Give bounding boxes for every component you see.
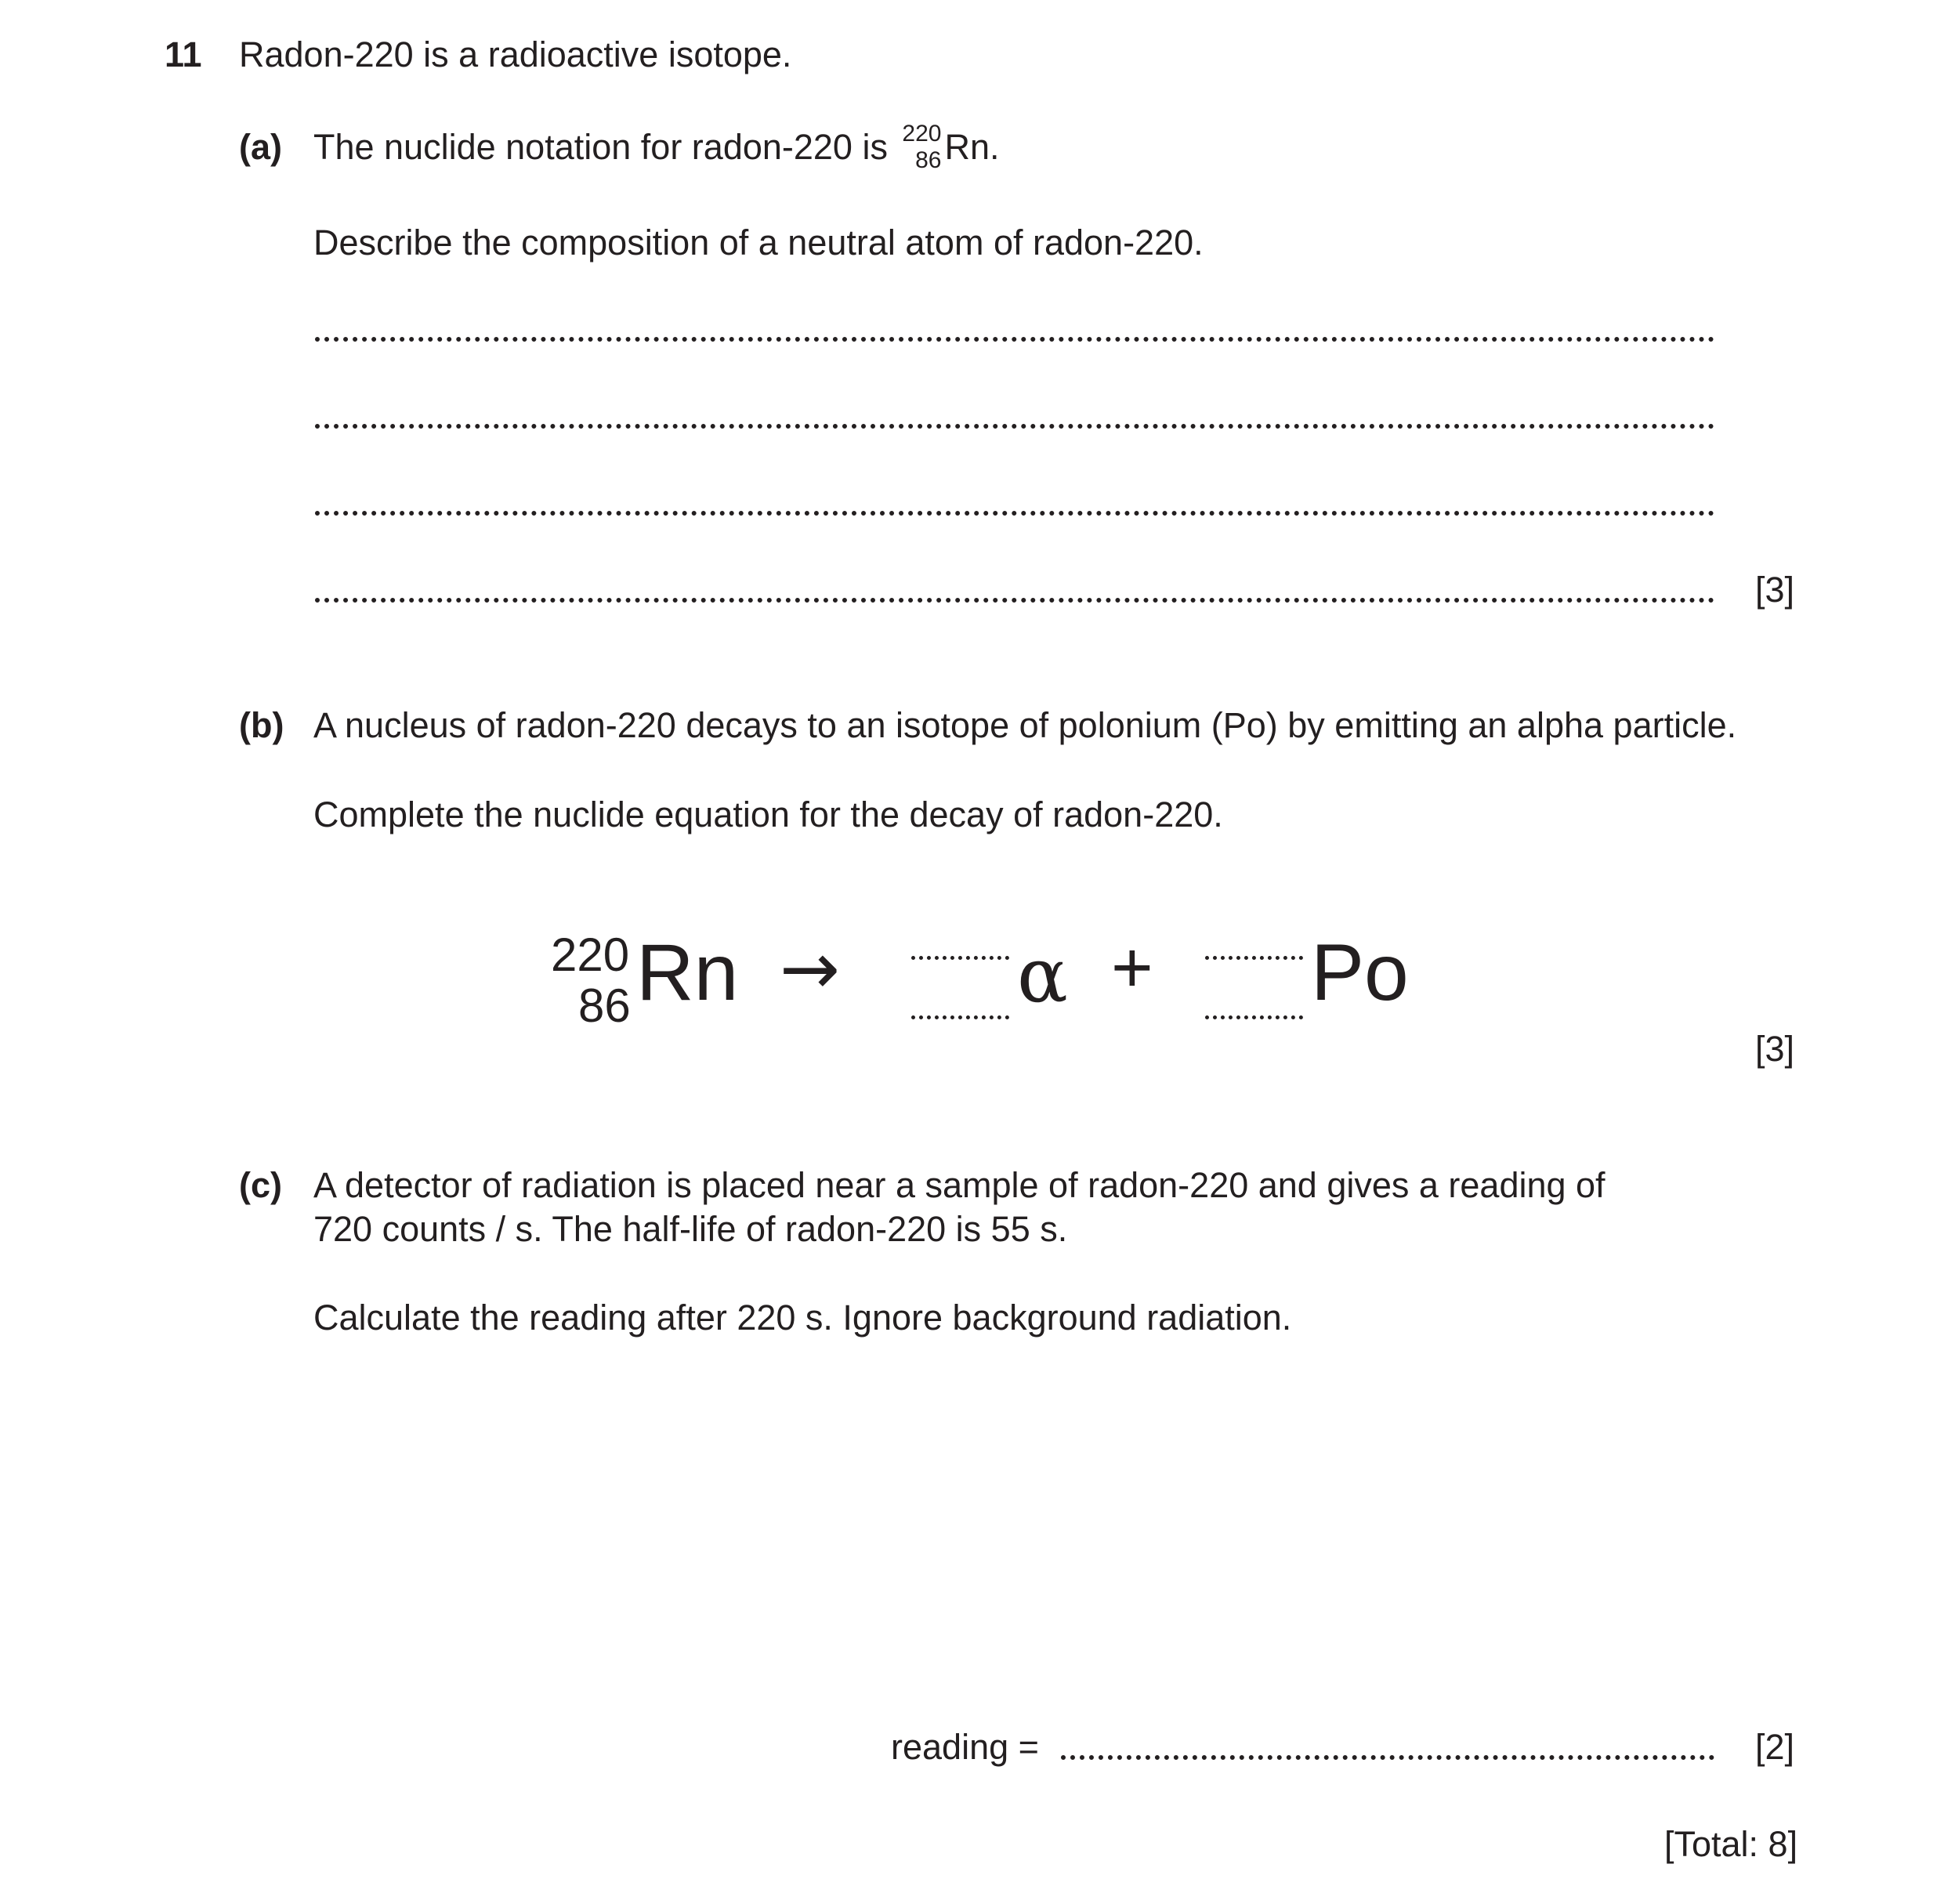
part-b-statement: A nucleus of radon-220 decays to an isotope of polonium (Po) by emitting an alpha particle. [313,705,1737,745]
part-c-line1: A detector of radiation is placed near a sample of radon-220 and gives a reading of [313,1165,1606,1205]
part-a-statement [313,121,1000,173]
part-b-marks: [3] [1755,1029,1795,1069]
part-c-label: (c) [239,1165,282,1205]
nuclide-atomic-number: 86 [915,147,942,173]
part-a-text: The nuclide notation for radon-220 is [313,127,888,167]
nuclide-symbol: Rn. [944,127,1000,167]
part-a-prompt: Describe the composition of a neutral atom of radon-220. [313,223,1204,262]
part-b-prompt: Complete the nuclide equation for the decay of radon-220. [313,795,1223,834]
question-intro: Radon-220 is a radioactive isotope. [239,34,792,74]
total-marks: [Total: 8] [1664,1824,1798,1864]
alpha-atomic-input[interactable] [911,1015,1009,1019]
part-b-label: (b) [239,705,284,745]
equation-parent-symbol: Rn [636,928,739,1017]
answer-line-a4[interactable] [315,598,1714,603]
answer-line-a1[interactable] [315,337,1714,342]
equation-product-symbol: Po [1311,928,1409,1017]
polonium-mass-input[interactable] [1205,956,1303,960]
question-number: 11 [165,34,202,74]
part-a-marks: [3] [1755,570,1795,610]
polonium-atomic-input[interactable] [1205,1015,1303,1019]
nuclide-notation-inline [897,121,944,173]
equation-arrow: → [780,927,841,1011]
reading-label: reading = [891,1727,1039,1767]
part-a-label: (a) [239,127,282,167]
equation-plus: + [1111,928,1153,1008]
reading-answer-line[interactable] [1061,1755,1714,1760]
part-c-marks: [2] [1755,1727,1795,1767]
answer-line-a3[interactable] [315,511,1714,516]
alpha-mass-input[interactable] [911,956,1009,960]
equation-parent-mass: 220 [551,928,630,981]
alpha-symbol: α [1017,932,1068,1019]
part-c-line2: 720 counts / s. The half-life of radon-220 is 55 s. [313,1209,1068,1249]
nuclide-mass-number: 220 [902,121,942,147]
equation-parent-atomic: 86 [578,979,631,1032]
part-c-prompt: Calculate the reading after 220 s. Ignore background radiation. [313,1298,1292,1338]
answer-line-a2[interactable] [315,424,1714,429]
